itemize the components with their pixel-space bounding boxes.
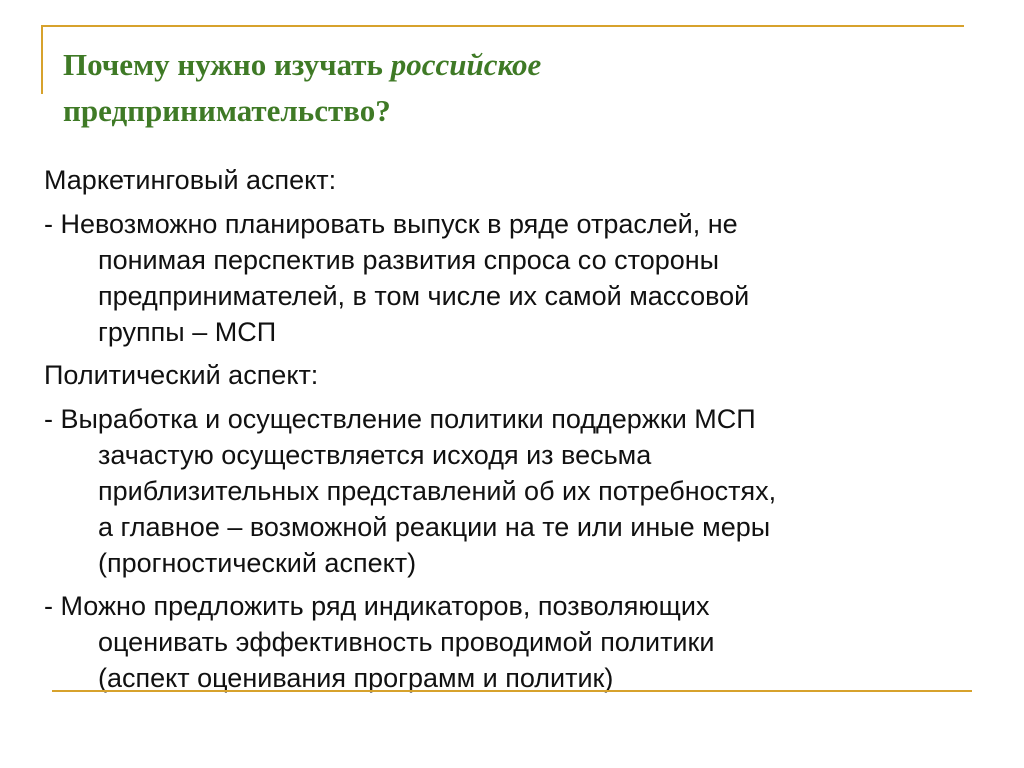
bullet-item <box>44 401 979 581</box>
section-political <box>44 357 979 696</box>
bottom-decorative-rule <box>52 690 972 692</box>
bullet-line: (аспект оценивания программ и политик) <box>98 663 614 693</box>
title-text-part2: предпринимательство? <box>63 93 391 128</box>
top-decorative-rule <box>41 25 964 27</box>
bullet-item <box>44 206 979 350</box>
bullet-line: - Можно предложить ряд индикаторов, позволяющих <box>44 591 710 621</box>
title-text-part1: Почему нужно изучать <box>63 47 391 82</box>
bullet-line: зачастую осуществляется исходя из весьма <box>98 440 652 470</box>
title-text-italic: российское <box>390 47 542 82</box>
bullet-line: оценивать эффективность проводимой политики <box>98 627 715 657</box>
bullet-line: а главное – возможной реакции на те или иные меры <box>98 512 771 542</box>
bullet-line: предпринимателей, в том числе их самой массовой <box>98 281 750 311</box>
bullet-line: понимая перспектив развития спроса со стороны <box>98 245 720 275</box>
bullet-line: группы – МСП <box>98 317 277 347</box>
slide-body <box>44 162 979 703</box>
left-decorative-rule <box>41 25 43 94</box>
section-heading: Маркетинговый аспект: <box>44 165 337 195</box>
bullet-line: - Невозможно планировать выпуск в ряде отраслей, не <box>44 209 738 239</box>
bullet-line: - Выработка и осуществление политики поддержки МСП <box>44 404 756 434</box>
section-heading: Политический аспект: <box>44 360 319 390</box>
section-marketing <box>44 162 979 350</box>
bullet-item <box>44 588 979 696</box>
slide-title <box>63 42 963 134</box>
bullet-line: приблизительных представлений об их потребностях, <box>98 476 777 506</box>
bullet-line: (прогностический аспект) <box>98 548 417 578</box>
